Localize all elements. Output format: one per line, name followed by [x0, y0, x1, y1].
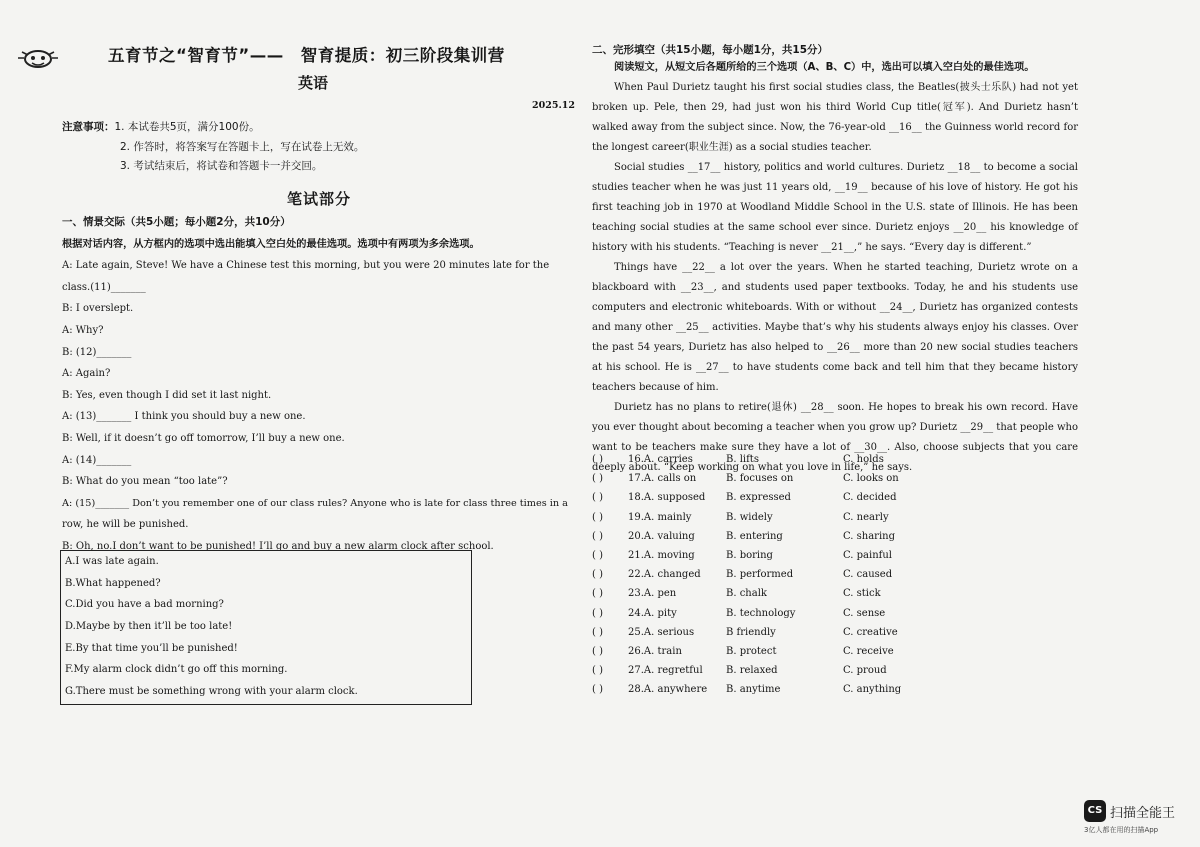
part-heading: 笔试部分 — [287, 190, 352, 208]
choice-a: 18.A. supposed — [628, 492, 706, 504]
passage-paragraph: Things have __22__ a lot over the years. When he started teaching, Durietz wrote on a blackboard with __23__, and students used paper textbooks. Today, he and his students use computers and electronic whiteboards. With or without __24__, Durietz has organized contests and many other __25__ activities. Maybe that’s why his students always enjoy his classes. Over the past 54 years, Durietz has also helped to __26__ more than 20 new social studies teachers at his school. He is __27__ to have students come back and tell him that they became history teachers because of him. — [592, 262, 1078, 393]
exam-date: 2025.12 — [532, 100, 575, 111]
choice-b: B. chalk — [726, 588, 767, 600]
choice-c: C. creative — [843, 626, 898, 638]
option-item: G.There must be something wrong with your alarm clock. — [65, 686, 358, 698]
section-2-title: 二、完形填空（共15小题，每小题1分，共15分） — [592, 44, 829, 56]
choice-row — [592, 527, 1082, 546]
section-1-title: 一、情景交际（共5小题；每小题2分，共10分） — [62, 216, 291, 228]
choice-c: C. anything — [843, 684, 902, 696]
choice-a: 25.A. serious — [628, 626, 695, 638]
dialog-line: B: Oh, no.I don’t want to be punished! I’ll go and buy a new alarm clock after school. — [62, 540, 494, 552]
camscanner-logo-icon: CS — [1084, 800, 1106, 822]
choice-a: 16.A. carries — [628, 454, 693, 465]
dialog-line: class.(11)_______ — [62, 281, 146, 293]
scanner-tagline: 3亿人都在用的扫描App — [1084, 826, 1159, 834]
choice-c: C. painful — [843, 549, 892, 561]
note-item: 2. 作答时，将答案写在答题卡上，写在试卷上无效。 — [120, 140, 365, 153]
choice-row — [592, 604, 1082, 623]
choice-c: C. stick — [843, 588, 881, 600]
choice-row — [592, 488, 1082, 507]
choice-c: C. looks on — [843, 473, 899, 485]
answer-blank: ( ) — [592, 645, 603, 657]
choice-c: C. caused — [843, 569, 893, 581]
answer-blank: ( ) — [592, 569, 603, 581]
choice-row — [592, 642, 1082, 661]
choice-b: B. widely — [726, 511, 773, 523]
choice-row — [592, 469, 1082, 488]
choice-row — [592, 565, 1082, 584]
choice-a: 17.A. calls on — [628, 473, 697, 485]
note-item: 1. 本试卷共5页，满分100份。 — [114, 121, 260, 133]
dialog-line: A: (14)_______ — [62, 454, 132, 466]
choice-row — [592, 546, 1082, 565]
option-item: D.Maybe by then it’ll be too late! — [65, 621, 233, 633]
choice-row — [592, 508, 1082, 527]
dialog-line: B: (12)_______ — [62, 346, 132, 358]
choice-c: C. receive — [843, 645, 894, 657]
choice-row — [592, 584, 1082, 603]
dialog-line: A: (15)_______ Don’t you remember one of our class rules? Anyone who is late for class three times in a — [62, 497, 568, 509]
choice-b: B. expressed — [726, 492, 791, 504]
dialog-line: A: Why? — [62, 324, 104, 336]
scanner-app-name: 扫描全能王 — [1110, 806, 1176, 821]
option-item: B.What happened? — [65, 577, 161, 589]
section-1-instruction: 根据对话内容，从方框内的选项中选出能填入空白处的最佳选项。选项中有两项为多余选项。 — [62, 238, 480, 250]
school-logo-icon — [14, 46, 62, 70]
dialog-line: A: Late again, Steve! We have a Chinese test this morning, but you were 20 minutes late for the — [62, 260, 550, 272]
choice-a: 21.A. moving — [628, 549, 695, 561]
choice-a: 28.A. anywhere — [628, 684, 708, 696]
option-item: F.My alarm clock didn’t go off this morning. — [65, 664, 288, 676]
passage-paragraph: When Paul Durietz taught his first social studies class, the Beatles(披头士乐队) had not yet broken up. Pele, then 29, had just won his third World Cup title(冠军). And Durietz hasn’t walked away from the subject since. Now, the 76-year-old __16__ the Guinness world record for the longest career(职业生涯) as a social studies teacher. — [592, 82, 1078, 153]
dialog-line: A: (13)_______ I think you should buy a new one. — [62, 411, 306, 423]
answer-blank: ( ) — [592, 454, 603, 465]
answer-blank: ( ) — [592, 530, 603, 542]
choice-c: C. proud — [843, 665, 887, 677]
passage-paragraph: Durietz has no plans to retire(退休) __28__ soon. He hopes to break his own record. Have you ever thought about becoming a teacher when you grow up? Durietz __29__ that people who want to be teachers make sure they have a lot of __30__. Also, choose subjects that you care deeply about. “Keep working on what you love in life,” he says. — [592, 402, 1078, 473]
dialog-line: B: Yes, even though I did set it last night. — [62, 389, 272, 401]
scanner-watermark — [1084, 800, 1190, 836]
choice-b: B. lifts — [726, 454, 759, 465]
choice-a: 19.A. mainly — [628, 511, 692, 523]
note-item: 3. 考试结束后，将试卷和答题卡一并交回。 — [120, 160, 323, 172]
choice-a: 22.A. changed — [628, 569, 701, 581]
answer-blank: ( ) — [592, 511, 603, 523]
answer-blank: ( ) — [592, 607, 603, 619]
choice-b: B. anytime — [726, 684, 781, 696]
section-2-instruction: 阅读短文，从短文后各题所给的三个选项（A、B、C）中，选出可以填入空白处的最佳选项。 — [614, 62, 1035, 73]
notes-label: 注意事项： — [62, 121, 115, 133]
notes-block — [62, 118, 364, 177]
choice-b: B friendly — [726, 626, 776, 638]
exam-title: 五育节之“智育节”—— 智育提质：初三阶段集训营 — [108, 46, 505, 65]
option-item: C.Did you have a bad morning? — [65, 599, 224, 611]
choice-a: 26.A. train — [628, 645, 682, 657]
option-item: A.I was late again. — [65, 556, 159, 567]
options-box — [60, 550, 472, 705]
section-2-passage — [592, 42, 1078, 478]
choice-c: C. sharing — [843, 530, 896, 542]
option-item: E.By that time you’ll be punished! — [65, 642, 238, 654]
choice-row — [592, 680, 1082, 699]
choice-b: B. boring — [726, 549, 773, 561]
choice-c: C. holds — [843, 454, 884, 465]
choice-b: B. performed — [726, 569, 794, 581]
answer-blank: ( ) — [592, 549, 603, 561]
choice-row — [592, 450, 1082, 469]
answer-blank: ( ) — [592, 492, 603, 504]
section-1-dialog — [62, 212, 568, 558]
choice-c: C. nearly — [843, 511, 889, 523]
choice-b: B. protect — [726, 645, 777, 657]
choice-a: 23.A. pen — [628, 588, 677, 600]
choice-a: 24.A. pity — [628, 607, 677, 619]
dialog-line: A: Again? — [62, 368, 111, 380]
cloze-choices — [592, 450, 1082, 699]
subject-title: 英语 — [298, 74, 329, 92]
choice-b: B. technology — [726, 607, 796, 619]
choice-b: B. relaxed — [726, 665, 778, 677]
choice-a: 20.A. valuing — [628, 530, 695, 542]
answer-blank: ( ) — [592, 588, 603, 600]
choice-b: B. entering — [726, 530, 783, 542]
answer-blank: ( ) — [592, 665, 603, 677]
choice-row — [592, 623, 1082, 642]
answer-blank: ( ) — [592, 626, 603, 638]
choice-b: B. focuses on — [726, 473, 794, 485]
answer-blank: ( ) — [592, 684, 603, 696]
choice-a: 27.A. regretful — [628, 665, 703, 677]
answer-blank: ( ) — [592, 473, 603, 485]
dialog-line: row, he will be punished. — [62, 519, 189, 531]
passage-paragraph: Social studies __17__ history, politics and world cultures. Durietz __18__ to become a social studies teacher when he was just 11 years old, __19__ because of his love of history. He got his first teaching job in 1970 at Woodland Middle School in the U.S. state of Illinois. He has been teaching social studies at the same school ever since. Durietz enjoys __20__ his knowledge of history with his students. “Teaching is never __21__,” he says. “Every day is different.” — [592, 162, 1078, 253]
choice-c: C. sense — [843, 607, 886, 619]
choice-c: C. decided — [843, 492, 897, 504]
dialog-line: B: Well, if it doesn’t go off tomorrow, I’ll buy a new one. — [62, 432, 345, 444]
dialog-line: B: I overslept. — [62, 303, 134, 315]
dialog-line: B: What do you mean “too late”? — [62, 476, 228, 488]
choice-row — [592, 661, 1082, 680]
